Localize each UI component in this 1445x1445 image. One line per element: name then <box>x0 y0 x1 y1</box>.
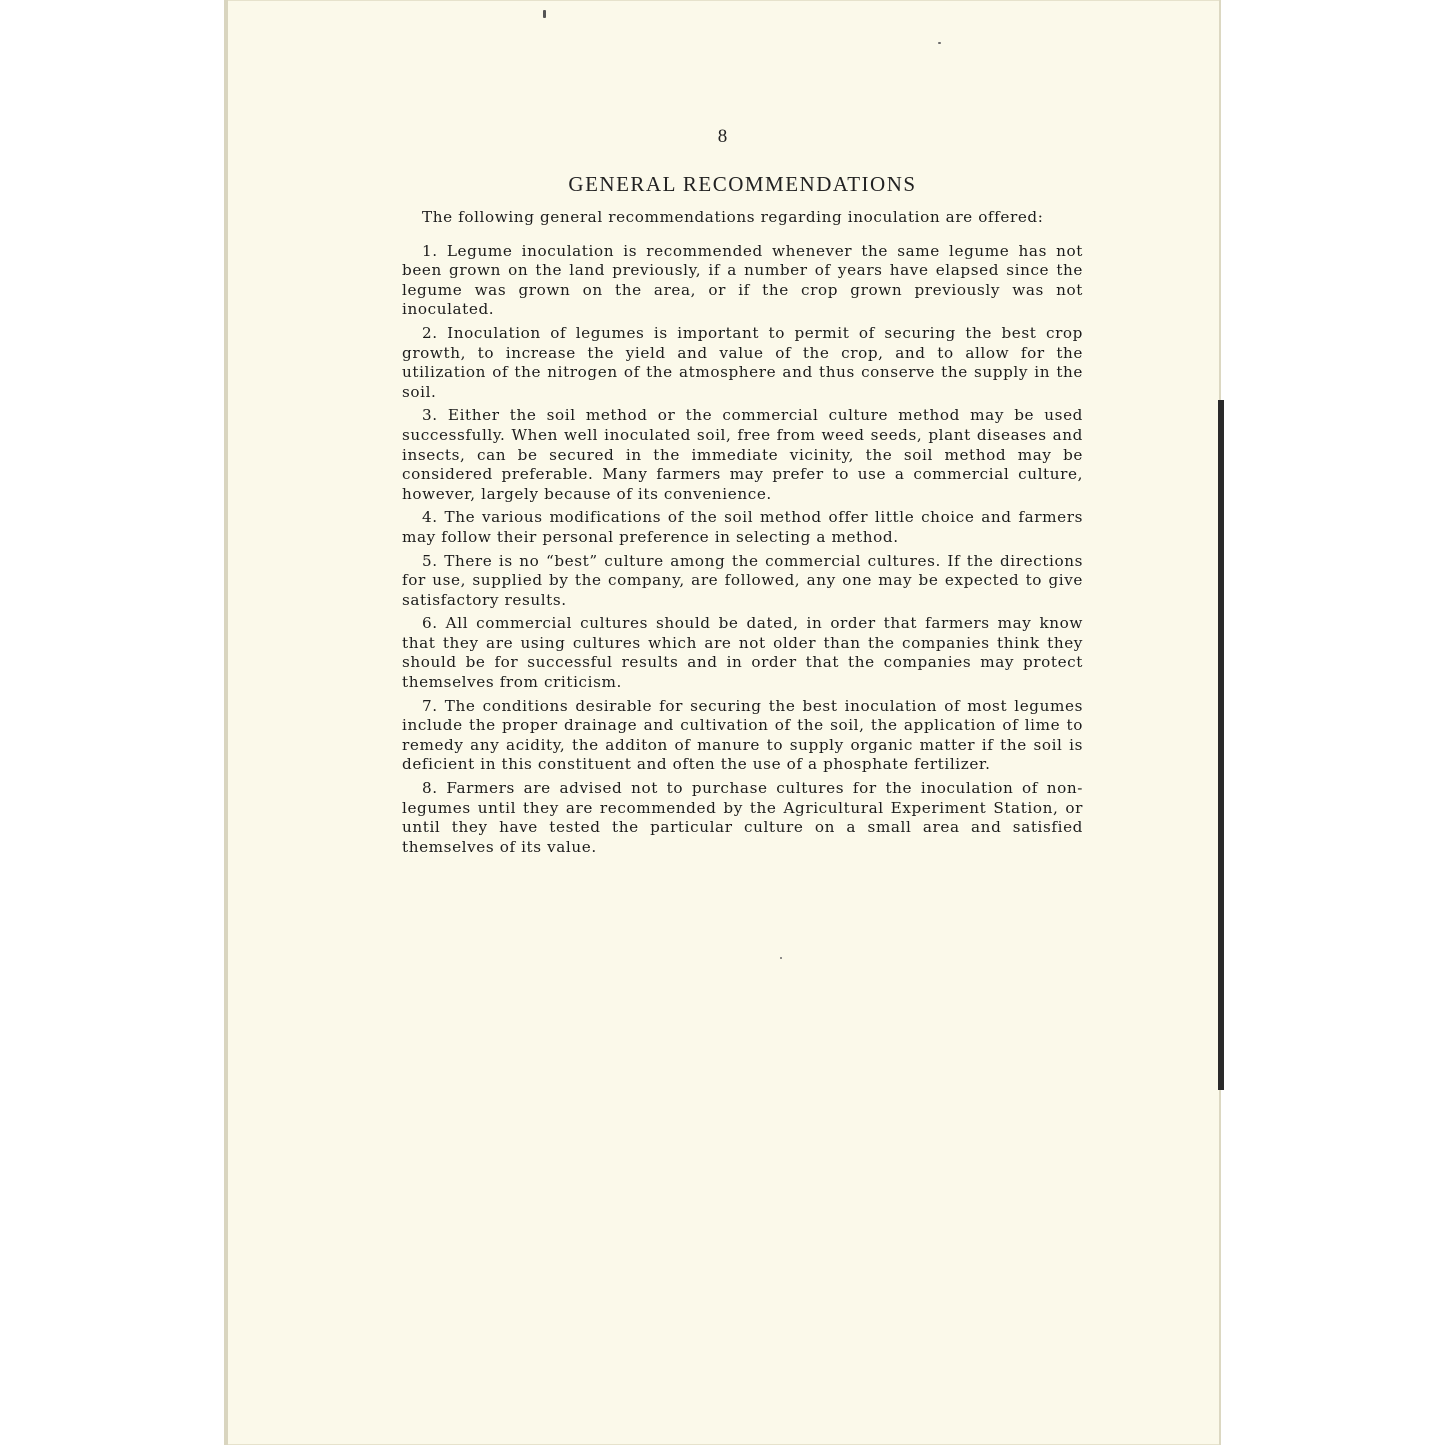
section-title: GENERAL RECOMMENDATIONS <box>568 172 917 196</box>
document-body <box>402 208 1083 861</box>
recommendation-4: 4. The various modifications of the soil method offer little choice and farmers may follow their personal preference in selecting a method. <box>402 508 1083 546</box>
recommendation-2: 2. Inoculation of legumes is important to permit of securing the best crop growth, to increase the yield and value of the crop, and to allow for the utilization of the nitrogen of the atmosphere and thus conserve the supply in the soil. <box>402 323 1083 401</box>
binding-shadow <box>1218 400 1224 1090</box>
recommendation-6: 6. All commercial cultures should be dated, in order that farmers may know that they are using cultures which are not older than the companies think they should be for successful results and in order that the companies may protect themselves from criticism. <box>402 614 1083 692</box>
ink-speck <box>938 42 941 44</box>
ink-speck <box>780 957 782 959</box>
recommendation-1: 1. Legume inoculation is recommended whenever the same legume has not been grown on the land previously, if a number of years have elapsed since the legume was grown on the area, or if the crop grown previously was not inoculated. <box>402 241 1083 319</box>
ink-mark <box>543 10 546 18</box>
recommendation-3: 3. Either the soil method or the commercial culture method may be used successfully. When well inoculated soil, free from weed seeds, plant diseases and insects, can be secured in the immediate vicinity, the soil method may be considered preferable. Many farmers may prefer to use a commercial culture, however, largely because of its convenience. <box>402 406 1083 503</box>
recommendation-7: 7. The conditions desirable for securing the best inoculation of most legumes include the proper drainage and cultivation of the soil, the application of lime to remedy any acidity, the additon of manure to supply organic matter if the soil is deficient in this constituent and often the use of a phosphate fertilizer. <box>402 696 1083 774</box>
page-number: 8 <box>717 126 728 147</box>
left-page-edge <box>224 0 228 1445</box>
recommendation-8: 8. Farmers are advised not to purchase cultures for the inoculation of non-legumes until they are recommended by the Agricultural Experiment Station, or until they have tested the particular culture on a small area and satisfied themselves of its value. <box>402 779 1083 856</box>
recommendation-5: 5. There is no “best” culture among the commercial cultures. If the directions for use, supplied by the company, are followed, any one may be expected to give satisfactory results. <box>402 551 1083 609</box>
intro-paragraph: The following general recommendations regarding inoculation are offered: <box>422 208 1044 226</box>
